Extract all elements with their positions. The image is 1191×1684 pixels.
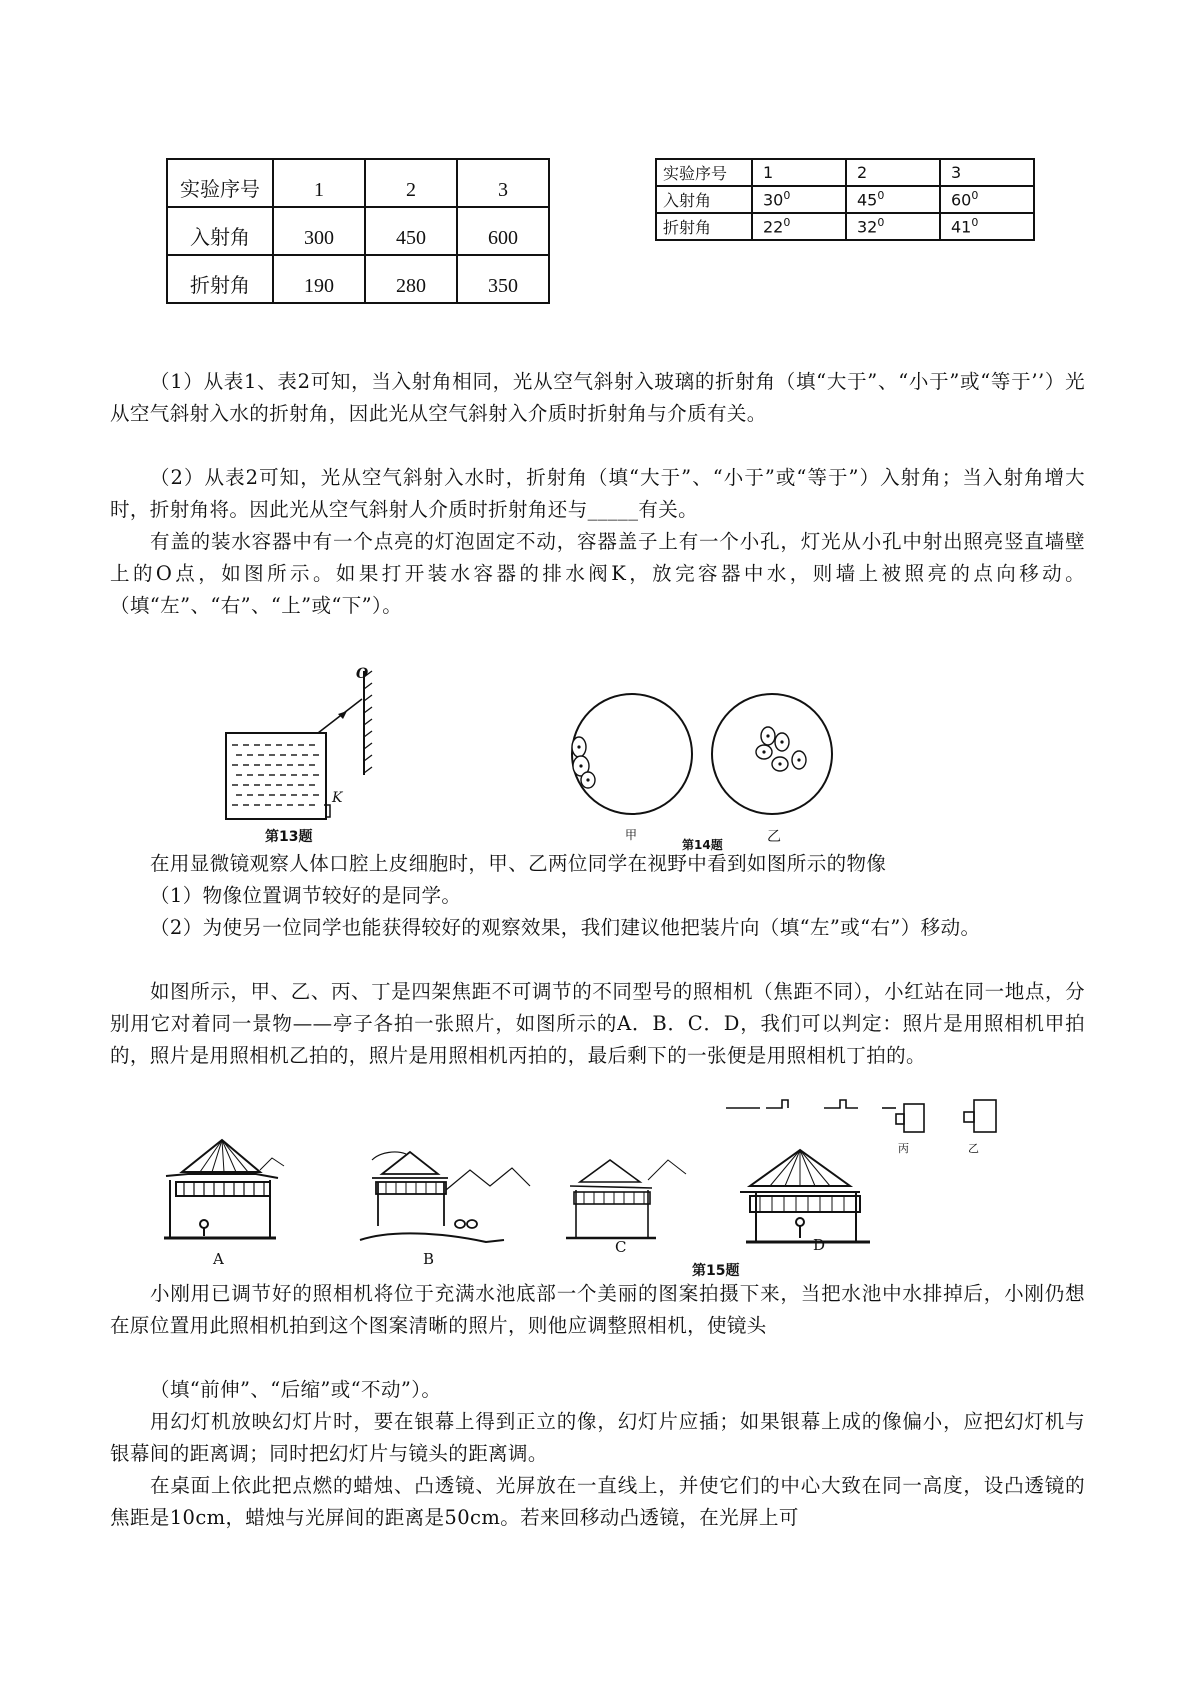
value: 32: [857, 217, 878, 237]
table-cell: [846, 186, 940, 213]
value: 45: [857, 190, 878, 210]
figure-13-caption: 第13题: [265, 829, 313, 845]
table-cell: [940, 213, 1034, 240]
label-yi-camera: 乙: [968, 1142, 979, 1155]
value: 30: [763, 190, 784, 210]
table-cell: [752, 186, 846, 213]
table-cell: [940, 186, 1034, 213]
table-2: [655, 158, 1035, 241]
table-cell: 280: [365, 255, 457, 303]
label-k: K: [332, 790, 343, 806]
label-yi: 乙: [767, 829, 781, 845]
table-row: [656, 159, 1034, 186]
paragraph-q16-end: （填“前伸”、“后缩”或“不动”）。: [150, 1378, 442, 1401]
paragraph-q18: 在桌面上依此把点燃的蜡烛、凸透镜、光屏放在一直线上，并使它们的中心大致在同一高度，设凸透镜的焦距是10cm，蜡烛与光屏间的距离是50cm。若来回移动凸透镜，在光屏上可: [110, 1474, 1085, 1529]
table-cell: 600: [457, 207, 549, 255]
table-cell: 2: [846, 159, 940, 186]
value: 60: [951, 190, 972, 210]
table-cell: [846, 213, 940, 240]
table-cell: 350: [457, 255, 549, 303]
paragraph-q1: （1）从表1、表2可知，当入射角相同，光从空气斜射入玻璃的折射角（填“大于”、“小于”或“等于’’）光从空气斜射入水的折射角，因此光从空气斜射入介质时折射角与介质有关。: [110, 370, 1085, 425]
label-jia: 甲: [625, 828, 638, 842]
table-row: [656, 186, 1034, 213]
superscript: 0: [971, 189, 979, 203]
table-cell: 折射角: [167, 255, 273, 303]
paragraph-q15: 如图所示，甲、乙、丙、丁是四架焦距不可调节的不同型号的照相机（焦距不同），小红站在同一地点，分别用它对着同一景物——亭子各拍一张照片，如图所示的A．B．C．D，我们可以判定：照片是用照相机甲拍的，照片是用照相机乙拍的，照片是用照相机丙拍的，最后剩下的一张便是用照相机丁拍的。: [110, 980, 1085, 1067]
paragraph-q17: 用幻灯机放映幻灯片时，要在银幕上得到正立的像，幻灯片应插；如果银幕上成的像偏小，应把幻灯机与银幕间的距离调；同时把幻灯片与镜头的距离调。: [110, 1410, 1085, 1465]
table-cell: 300: [273, 207, 365, 255]
table-cell: [752, 213, 846, 240]
table-cell: 1: [273, 159, 365, 207]
table-row: [167, 207, 549, 255]
paragraph-q13: 有盖的装水容器中有一个点亮的灯泡固定不动，容器盖子上有一个小孔，灯光从小孔中射出照亮竖直墙壁上的O点，如图所示。如果打开装水容器的排水阀K，放完容器中水，则墙上被照亮的点向移动。（填“左”、“右”、“上”或“下”）。: [110, 530, 1085, 617]
superscript: 0: [877, 216, 885, 230]
superscript: 0: [783, 216, 791, 230]
label-o: O: [356, 666, 369, 682]
label-bing: 丙: [898, 1142, 909, 1155]
table-cell: 入射角: [656, 186, 752, 213]
paragraph-q14: 在用显微镜观察人体口腔上皮细胞时，甲、乙两位同学在视野中看到如图所示的物像: [150, 852, 887, 875]
figure-15-caption: 第15题: [692, 1263, 740, 1279]
table-cell: 190: [273, 255, 365, 303]
table-1: [166, 158, 550, 304]
value: 41: [951, 217, 972, 237]
label-b: B: [423, 1250, 435, 1268]
label-c: C: [615, 1238, 627, 1256]
table-cell: 3: [940, 159, 1034, 186]
superscript: 0: [971, 216, 979, 230]
paragraph-q2: （2）从表2可知，光从空气斜射入水时，折射角（填“大于”、“小于”或“等于”）入射角；当入射角增大时，折射角将。因此光从空气斜射人介质时折射角还与_____有关。: [110, 466, 1085, 521]
table-cell: 3: [457, 159, 549, 207]
value: 22: [763, 217, 784, 237]
table-row: [656, 213, 1034, 240]
table-cell: 实验序号: [167, 159, 273, 207]
table-row: [167, 255, 549, 303]
label-a: A: [213, 1250, 224, 1268]
paragraph-q16: 小刚用已调节好的照相机将位于充满水池底部一个美丽的图案拍摄下来，当把水池中水排掉后，小刚仍想在原位置用此照相机拍到这个图案清晰的照片，则他应调整照相机，使镜头: [110, 1282, 1085, 1337]
table-row: [167, 159, 549, 207]
paragraph-q14-2: （2）为使另一位同学也能获得较好的观察效果，我们建议他把装片向（填“左”或“右”）移动。: [150, 916, 981, 939]
superscript: 0: [783, 189, 791, 203]
table-cell: 1: [752, 159, 846, 186]
paragraph-q14-1: （1）物像位置调节较好的是同学。: [150, 884, 462, 907]
table-cell: 折射角: [656, 213, 752, 240]
superscript: 0: [877, 189, 885, 203]
figure-14-caption: 第14题: [682, 838, 723, 852]
table-cell: 450: [365, 207, 457, 255]
table-cell: 入射角: [167, 207, 273, 255]
table-cell: 2: [365, 159, 457, 207]
table-cell: 实验序号: [656, 159, 752, 186]
figure-14: [570, 690, 900, 820]
label-d: D: [813, 1236, 826, 1254]
